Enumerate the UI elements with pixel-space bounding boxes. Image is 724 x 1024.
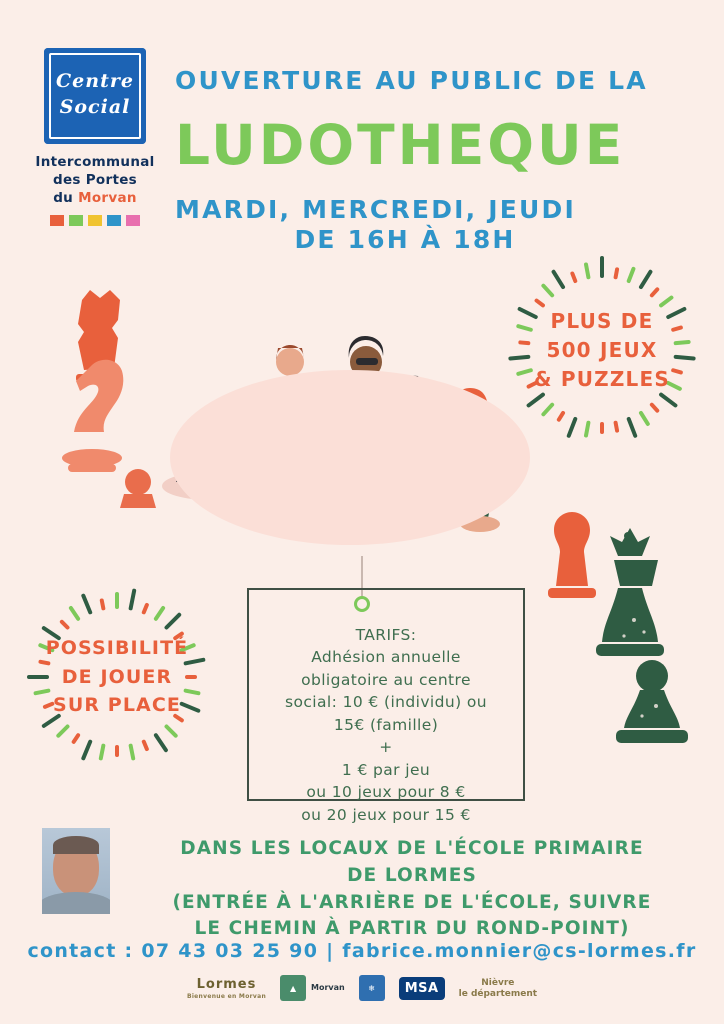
logo-subtitle-du: du — [53, 190, 79, 207]
badge-games-line2: 500 JEUX — [546, 337, 658, 362]
logo-subtitle-line1: Intercommunal — [35, 154, 155, 170]
badge-games-line1: PLUS DE — [550, 308, 654, 333]
pricing-line-0: Adhésion annuelle — [311, 648, 461, 667]
park-icon: ▲ — [280, 975, 306, 1001]
partner-msa-name: MSA — [399, 977, 445, 1000]
chess-pieces-decor — [544, 510, 694, 750]
partner-lormes-name: Lormes — [196, 976, 257, 992]
pricing-title: TARIFS: — [355, 626, 417, 644]
pricing-line-2: social: 10 € (individu) ou — [285, 693, 487, 712]
partner-logo-msa — [399, 977, 445, 1000]
logo-dot-0 — [50, 215, 64, 226]
page-subtitle: OUVERTURE AU PUBLIC DE LA — [175, 66, 648, 95]
logo-dot-4 — [126, 215, 140, 226]
location-line4: LE CHEMIN À PARTIR DU ROND-POINT) — [194, 918, 630, 940]
illustration-floor — [170, 370, 530, 545]
logo-subtitle-morvan: Morvan — [78, 190, 137, 207]
badge-play-on-site — [22, 582, 212, 772]
logo-word-social: Social — [59, 96, 131, 118]
logo-dot-2 — [88, 215, 102, 226]
pricing-line-4: + — [379, 738, 393, 757]
partner-logos — [0, 975, 724, 1001]
pricing-card — [247, 588, 525, 824]
location-line1: DANS LES LOCAUX DE L'ÉCOLE PRIMAIRE — [180, 838, 644, 859]
contact-photo — [42, 828, 110, 914]
location-text — [132, 836, 692, 943]
logo-subtitle-line2: des Portes — [52, 172, 138, 189]
pricing-line-6: ou 10 jeux pour 8 € — [306, 783, 466, 802]
pricing-line-1: obligatoire au centre — [301, 670, 471, 689]
pricing-line-5: 1 € par jeu — [341, 760, 431, 779]
pricing-card-content — [249, 590, 523, 824]
photo-hair — [53, 836, 99, 854]
opening-days: MARDI, MERCREDI, JEUDI — [175, 195, 577, 224]
snowflake-icon: ❄ — [359, 975, 385, 1001]
chess-knight-decor — [52, 282, 162, 522]
partner-logo-nievre — [459, 978, 537, 999]
location-line3: (ENTRÉE À L'ARRIÈRE DE L'ÉCOLE, SUIVRE — [172, 891, 652, 913]
pricing-line-3: 15€ (famille) — [333, 715, 439, 734]
partner-logo-morvan — [280, 975, 345, 1001]
logo-square — [44, 48, 146, 144]
photo-shoulders — [42, 892, 110, 914]
pin-dot-icon — [354, 596, 370, 612]
page-title: LUDOTHEQUE — [175, 113, 626, 177]
location-line2: DE LORMES — [347, 864, 477, 886]
partner-lormes-tagline: Bienvenue en Morvan — [186, 992, 267, 1000]
badge-play-text — [22, 582, 212, 772]
logo-subtitle — [30, 153, 160, 208]
partner-logo-lormes — [187, 977, 266, 1000]
opening-hours: DE 16H À 18H — [294, 225, 516, 254]
badge-play-line3: SUR PLACE — [53, 694, 181, 717]
partner-nievre-name: Nièvre — [481, 977, 515, 988]
logo-color-dots — [30, 215, 160, 226]
badge-play-line2: DE JOUER — [61, 665, 173, 688]
logo-subtitle-line3 — [30, 189, 160, 207]
partner-nievre-tagline: le département — [458, 988, 538, 999]
contact-line[interactable]: contact : 07 43 03 25 90 | fabrice.monnier@cs-lormes.fr — [27, 940, 697, 962]
partner-morvan-name: Morvan — [311, 982, 345, 992]
pricing-line-7: ou 20 jeux pour 15 € — [301, 805, 471, 824]
logo-word-centre: Centre — [56, 70, 134, 92]
centre-social-logo — [30, 48, 160, 226]
logo-dot-1 — [69, 215, 83, 226]
illustration-people-playing — [150, 318, 550, 553]
partner-logo-snowflake — [359, 975, 385, 1001]
badge-games-line3: & PUZZLES — [534, 366, 670, 391]
badge-play-line1: POSSIBILITÉ — [45, 637, 189, 660]
logo-dot-3 — [107, 215, 121, 226]
